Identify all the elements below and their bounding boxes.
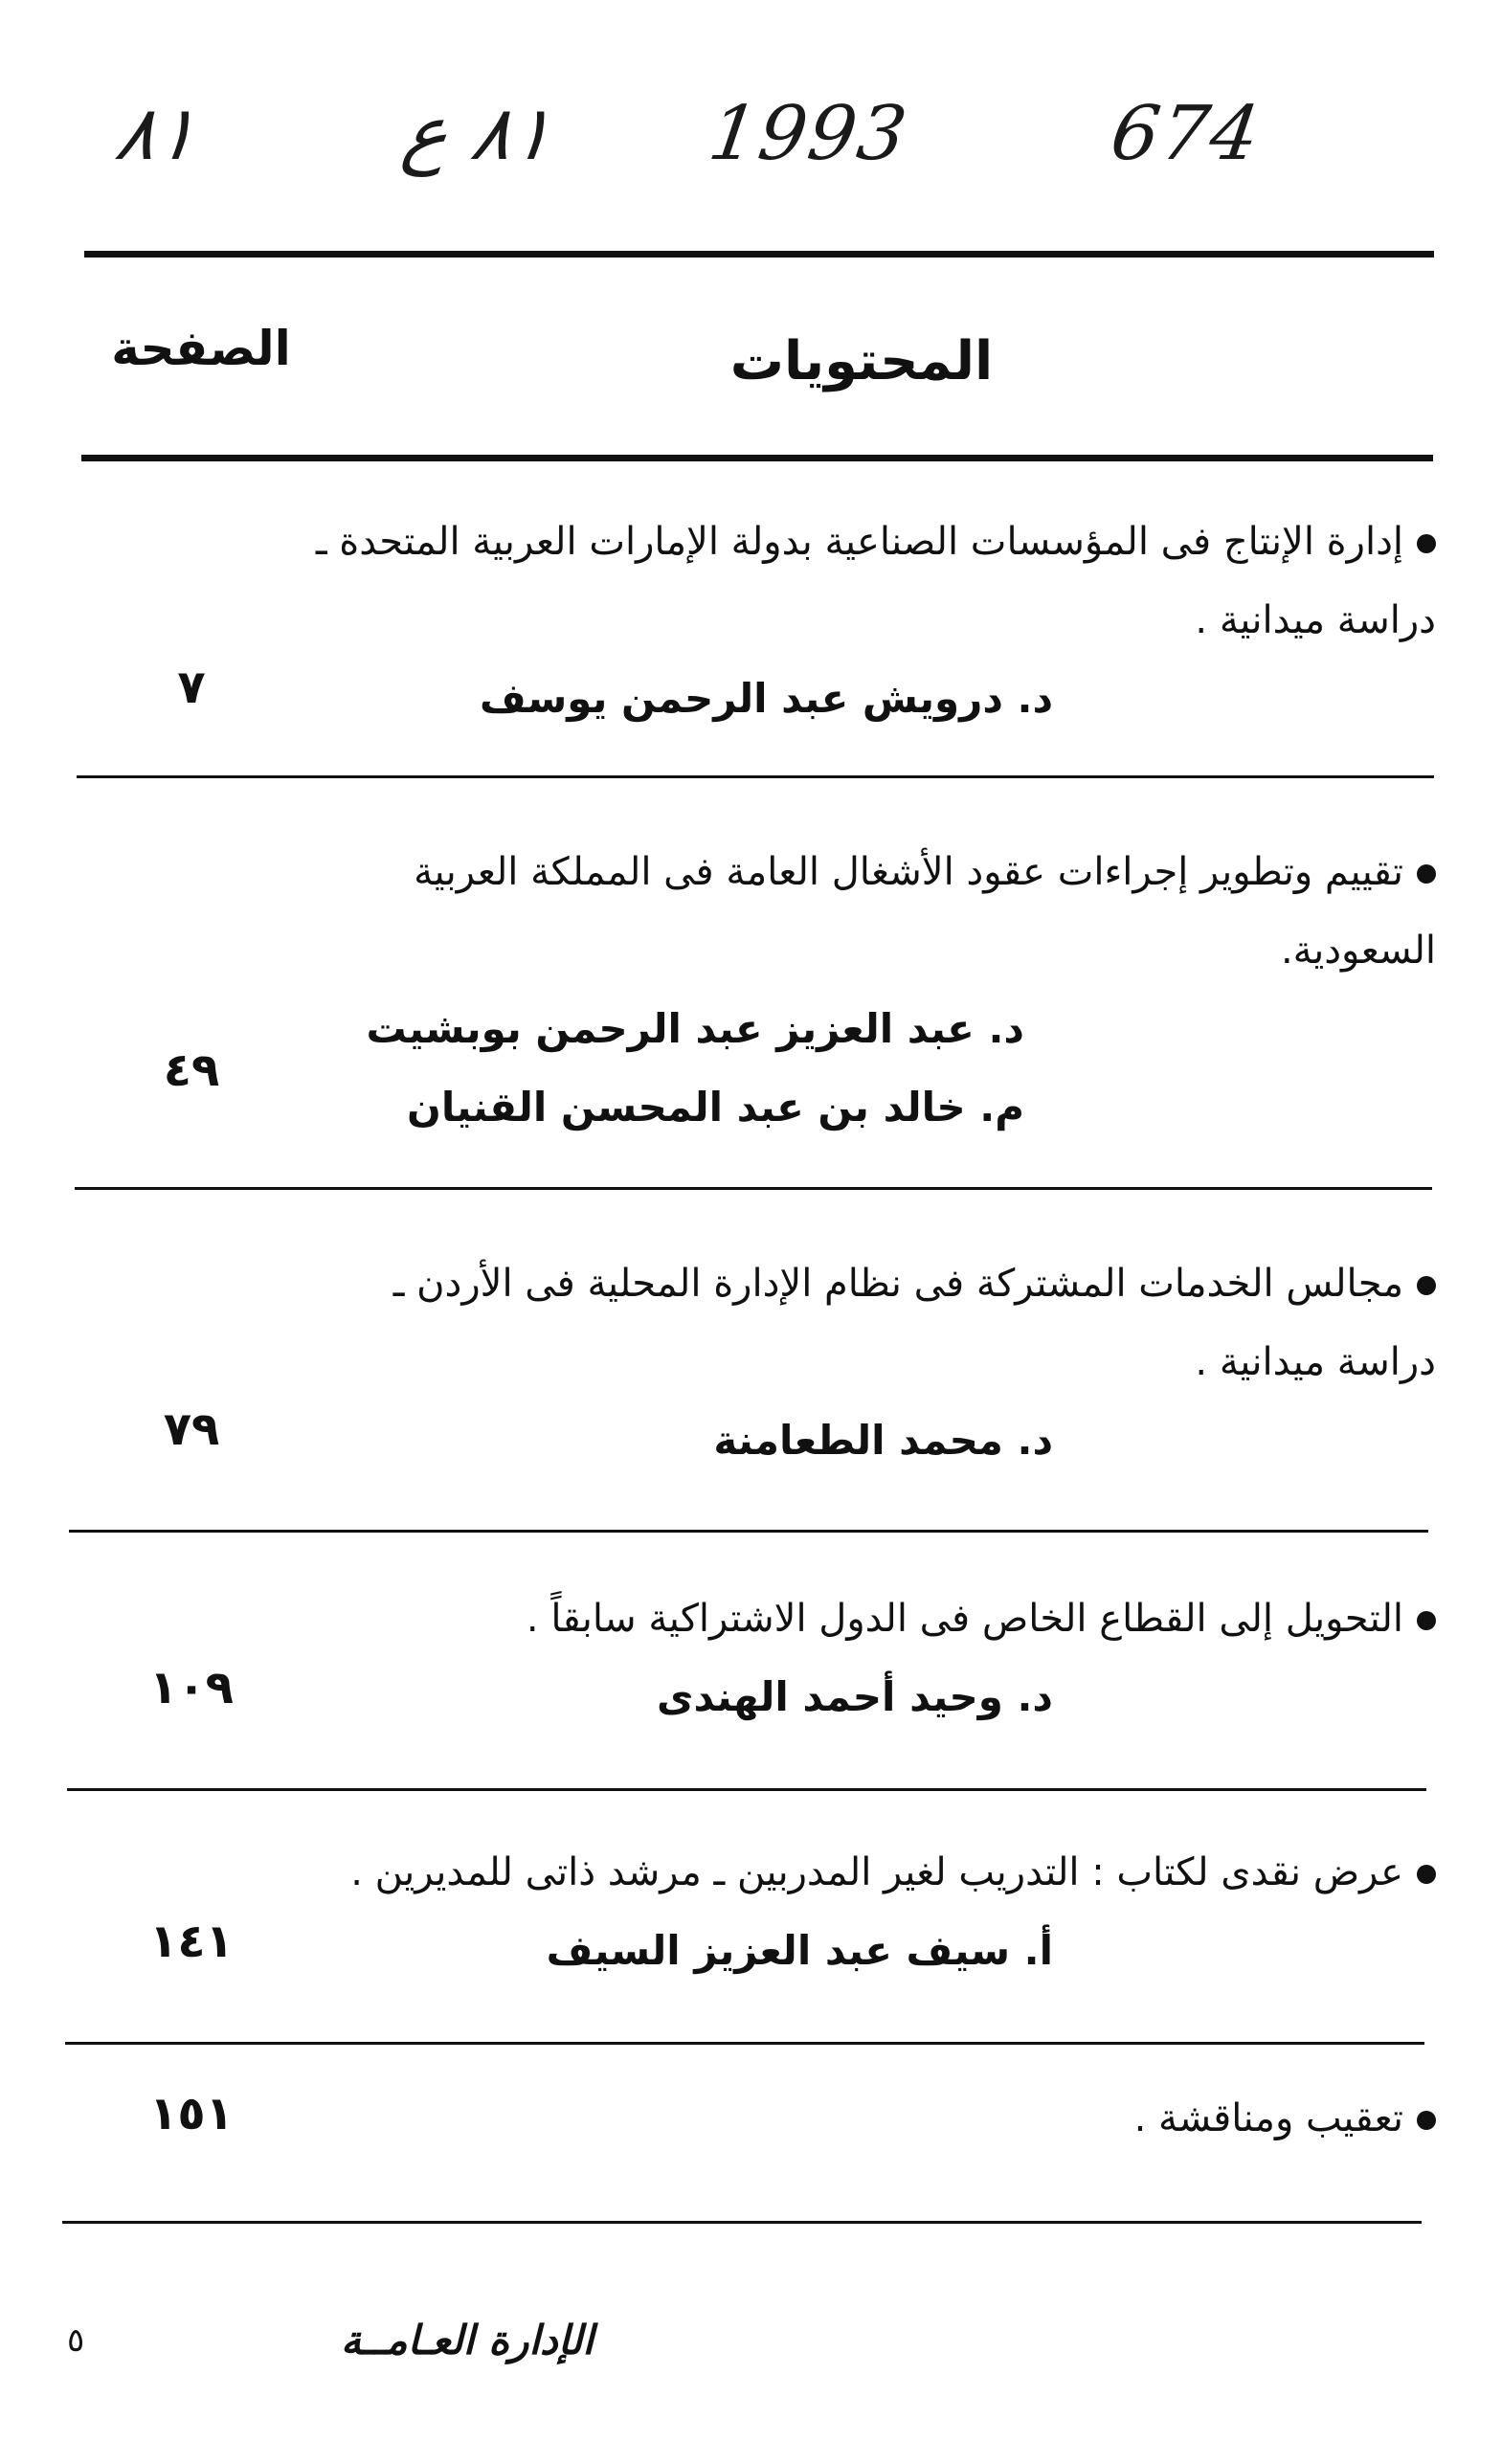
entry-author: م. خالد بن عبد المحسن القنيان — [406, 1084, 1024, 1131]
entry-divider — [65, 2042, 1424, 2045]
entry-author: د. درويش عبد الرحمن يوسف — [479, 675, 1053, 722]
toc-entry — [287, 833, 1436, 1147]
entry-title: التحويل إلى القطاع الخاص فى الدول الاشتراكية سابقاً . — [287, 1579, 1436, 1658]
entry-page-number: ١٠٩ — [149, 1661, 234, 1714]
handwritten-mark-2: ٨١ ع — [397, 91, 558, 177]
bullet-icon — [1417, 2111, 1436, 2130]
bullet-icon — [1417, 1865, 1436, 1884]
entry-page-number: ٤٩ — [163, 1043, 220, 1097]
bullet-icon — [1417, 864, 1436, 884]
bullet-icon — [1417, 534, 1436, 553]
header-top-rule — [84, 251, 1434, 258]
header-bottom-rule — [81, 455, 1433, 461]
handwritten-mark-4: 674 — [1106, 91, 1267, 177]
entry-title: تعقيب ومناقشة . — [287, 2079, 1436, 2158]
handwritten-mark-3: 1993 — [704, 91, 914, 177]
toc-entry — [287, 1579, 1436, 1736]
handwritten-mark-1: ٨١ — [110, 91, 203, 177]
entry-title: إدارة الإنتاج فى المؤسسات الصناعية بدولة الإمارات العربية المتحدة ـ دراسة ميدانية . — [315, 520, 1436, 642]
toc-entry — [287, 503, 1436, 738]
toc-entry — [287, 1833, 1436, 1990]
toc-entry — [287, 2079, 1436, 2158]
entry-author: د. عبد العزيز عبد الرحمن بوبشيت — [366, 1005, 1024, 1052]
entry-author: د. محمد الطعامنة — [713, 1417, 1053, 1464]
entry-author: د. وحيد أحمد الهندى — [656, 1673, 1053, 1720]
bullet-icon — [1417, 1611, 1436, 1630]
entry-page-number: ١٥١ — [149, 2087, 234, 2140]
entry-divider — [62, 2221, 1422, 2224]
entry-title: تقييم وتطوير إجراءات عقود الأشغال العامة فى المملكة العربية السعودية. — [414, 850, 1436, 973]
contents-title: المحتويات — [729, 330, 994, 392]
entry-title: مجالس الخدمات المشتركة فى نظام الإدارة المحلية فى الأردن ـ دراسة ميدانية . — [392, 1262, 1436, 1384]
entry-page-number: ٧ — [177, 661, 206, 714]
journal-name: الإدارة العـامــة — [341, 2317, 594, 2363]
entry-page-number: ٧٩ — [163, 1402, 220, 1456]
entry-title: عرض نقدى لكتاب : التدريب لغير المدربين ـ مرشد ذاتى للمديرين . — [287, 1833, 1436, 1912]
entry-page-number: ١٤١ — [149, 1915, 234, 1968]
page-column-heading: الصفحة — [111, 321, 291, 376]
toc-entry — [287, 1244, 1436, 1480]
footer-page-number: ٥ — [67, 2321, 85, 2360]
entry-divider — [69, 1530, 1428, 1533]
bullet-icon — [1417, 1276, 1436, 1295]
entry-divider — [67, 1788, 1426, 1791]
entry-divider — [75, 1187, 1432, 1190]
entry-author: أ. سيف عبد العزيز السيف — [546, 1927, 1053, 1974]
entry-divider — [77, 775, 1434, 778]
